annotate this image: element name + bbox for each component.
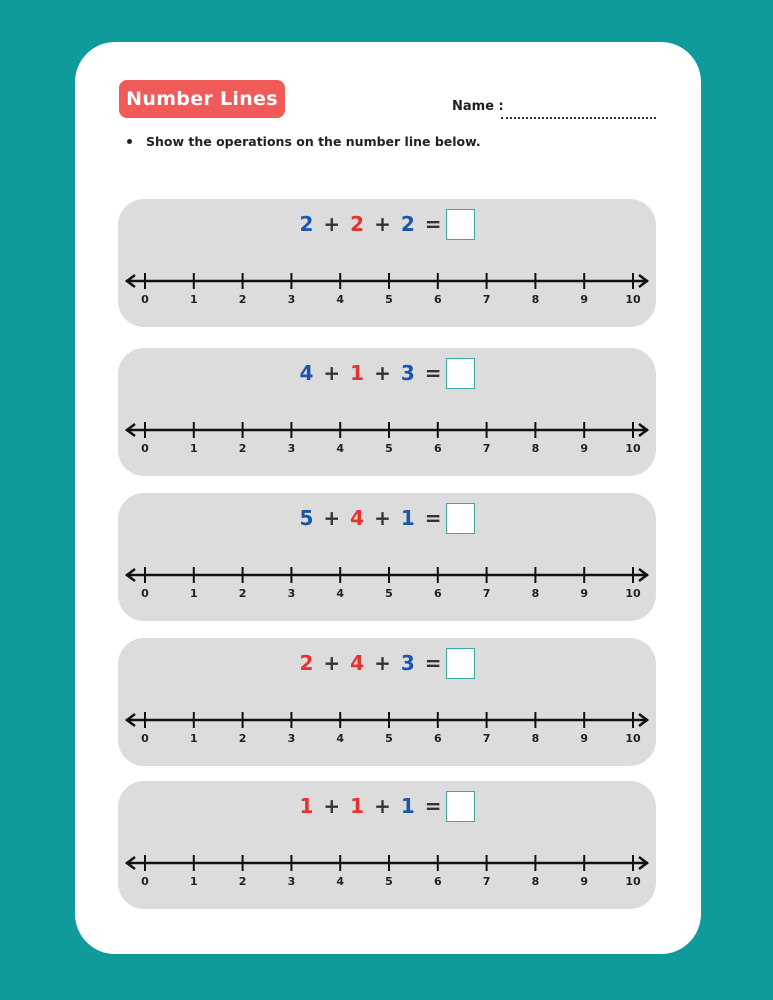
tick-label: 7: [482, 875, 491, 888]
plus-sign: +: [323, 506, 341, 530]
tick-label: 3: [287, 293, 296, 306]
tick-label: 2: [238, 293, 247, 306]
tick-label: 9: [580, 587, 589, 600]
tick-label: 8: [531, 732, 540, 745]
name-field-line[interactable]: [501, 117, 656, 119]
tick-label: 3: [287, 875, 296, 888]
answer-box[interactable]: [446, 358, 475, 389]
number-line: [118, 849, 656, 889]
tick-label: 9: [580, 732, 589, 745]
number-line: [118, 706, 656, 746]
equation: [118, 791, 656, 821]
tick-label: 1: [189, 293, 198, 306]
tick-label: 10: [625, 587, 641, 600]
plus-sign: +: [374, 506, 391, 530]
equals-sign: =: [424, 651, 442, 675]
answer-box[interactable]: [446, 503, 475, 534]
tick-label: 10: [625, 875, 641, 888]
plus-sign: +: [323, 651, 341, 675]
problem-row: [118, 493, 656, 621]
tick-label: 3: [287, 442, 296, 455]
equation-term: 1: [400, 506, 415, 530]
equation-term: 2: [400, 212, 415, 236]
tick-label: 0: [141, 442, 149, 455]
tick-label: 4: [336, 293, 345, 306]
plus-sign: +: [323, 361, 341, 385]
tick-label: 0: [141, 732, 149, 745]
plus-sign: +: [374, 794, 391, 818]
name-label: Name :: [452, 99, 504, 114]
equation-term: 3: [400, 651, 415, 675]
tick-label: 4: [336, 732, 345, 745]
equation: [118, 209, 656, 239]
tick-label: 9: [580, 293, 589, 306]
instruction-text: Show the operations on the number line below.: [146, 134, 481, 149]
tick-label: 5: [385, 587, 393, 600]
tick-label: 0: [141, 875, 149, 888]
equation-term: 2: [299, 651, 314, 675]
tick-label: 6: [433, 875, 442, 888]
equals-sign: =: [424, 506, 442, 530]
equation-term: 4: [299, 361, 314, 385]
tick-label: 4: [336, 875, 345, 888]
answer-box[interactable]: [446, 791, 475, 822]
page-title: Number Lines: [119, 80, 285, 118]
equation-term: 4: [350, 506, 365, 530]
tick-label: 6: [433, 732, 442, 745]
number-line: [118, 561, 656, 601]
problem-row: [118, 781, 656, 909]
tick-label: 9: [580, 875, 589, 888]
tick-label: 1: [189, 875, 198, 888]
equation: [118, 358, 656, 388]
tick-label: 5: [385, 442, 393, 455]
equation: [118, 503, 656, 533]
tick-label: 6: [433, 293, 442, 306]
tick-label: 1: [189, 732, 198, 745]
plus-sign: +: [323, 212, 341, 236]
tick-label: 2: [238, 587, 247, 600]
number-line: [118, 267, 656, 307]
tick-label: 10: [625, 293, 641, 306]
tick-label: 0: [141, 293, 149, 306]
tick-label: 9: [580, 442, 589, 455]
tick-label: 2: [238, 442, 247, 455]
tick-label: 1: [189, 442, 198, 455]
plus-sign: +: [374, 361, 391, 385]
equation: [118, 648, 656, 678]
tick-label: 0: [141, 587, 149, 600]
tick-label: 7: [482, 293, 491, 306]
tick-label: 6: [433, 442, 442, 455]
problem-row: [118, 348, 656, 476]
number-line: [118, 416, 656, 456]
equation-term: 1: [350, 361, 365, 385]
tick-label: 3: [287, 732, 296, 745]
tick-label: 4: [336, 587, 345, 600]
tick-label: 8: [531, 875, 540, 888]
equation-term: 4: [350, 651, 365, 675]
tick-label: 8: [531, 293, 540, 306]
answer-box[interactable]: [446, 648, 475, 679]
equation-term: 1: [299, 794, 314, 818]
tick-label: 5: [385, 293, 393, 306]
tick-label: 10: [625, 442, 641, 455]
tick-label: 2: [238, 875, 247, 888]
equals-sign: =: [424, 361, 442, 385]
equation-term: 1: [400, 794, 415, 818]
plus-sign: +: [374, 212, 391, 236]
tick-label: 6: [433, 587, 442, 600]
worksheet-page: [75, 42, 701, 954]
tick-label: 10: [625, 732, 641, 745]
tick-label: 3: [287, 587, 296, 600]
tick-label: 4: [336, 442, 345, 455]
tick-label: 7: [482, 442, 491, 455]
equation-term: 3: [400, 361, 415, 385]
tick-label: 8: [531, 442, 540, 455]
plus-sign: +: [374, 651, 391, 675]
instruction: [127, 134, 481, 149]
equation-term: 1: [350, 794, 365, 818]
equals-sign: =: [424, 212, 442, 236]
problem-row: [118, 199, 656, 327]
tick-label: 7: [482, 732, 491, 745]
equation-term: 2: [350, 212, 365, 236]
problem-row: [118, 638, 656, 766]
answer-box[interactable]: [446, 209, 475, 240]
equation-term: 5: [299, 506, 314, 530]
equals-sign: =: [424, 794, 442, 818]
plus-sign: +: [323, 794, 341, 818]
tick-label: 1: [189, 587, 198, 600]
tick-label: 2: [238, 732, 247, 745]
tick-label: 8: [531, 587, 540, 600]
tick-label: 5: [385, 732, 393, 745]
equation-term: 2: [299, 212, 314, 236]
tick-label: 5: [385, 875, 393, 888]
bullet-icon: [127, 139, 132, 144]
tick-label: 7: [482, 587, 491, 600]
